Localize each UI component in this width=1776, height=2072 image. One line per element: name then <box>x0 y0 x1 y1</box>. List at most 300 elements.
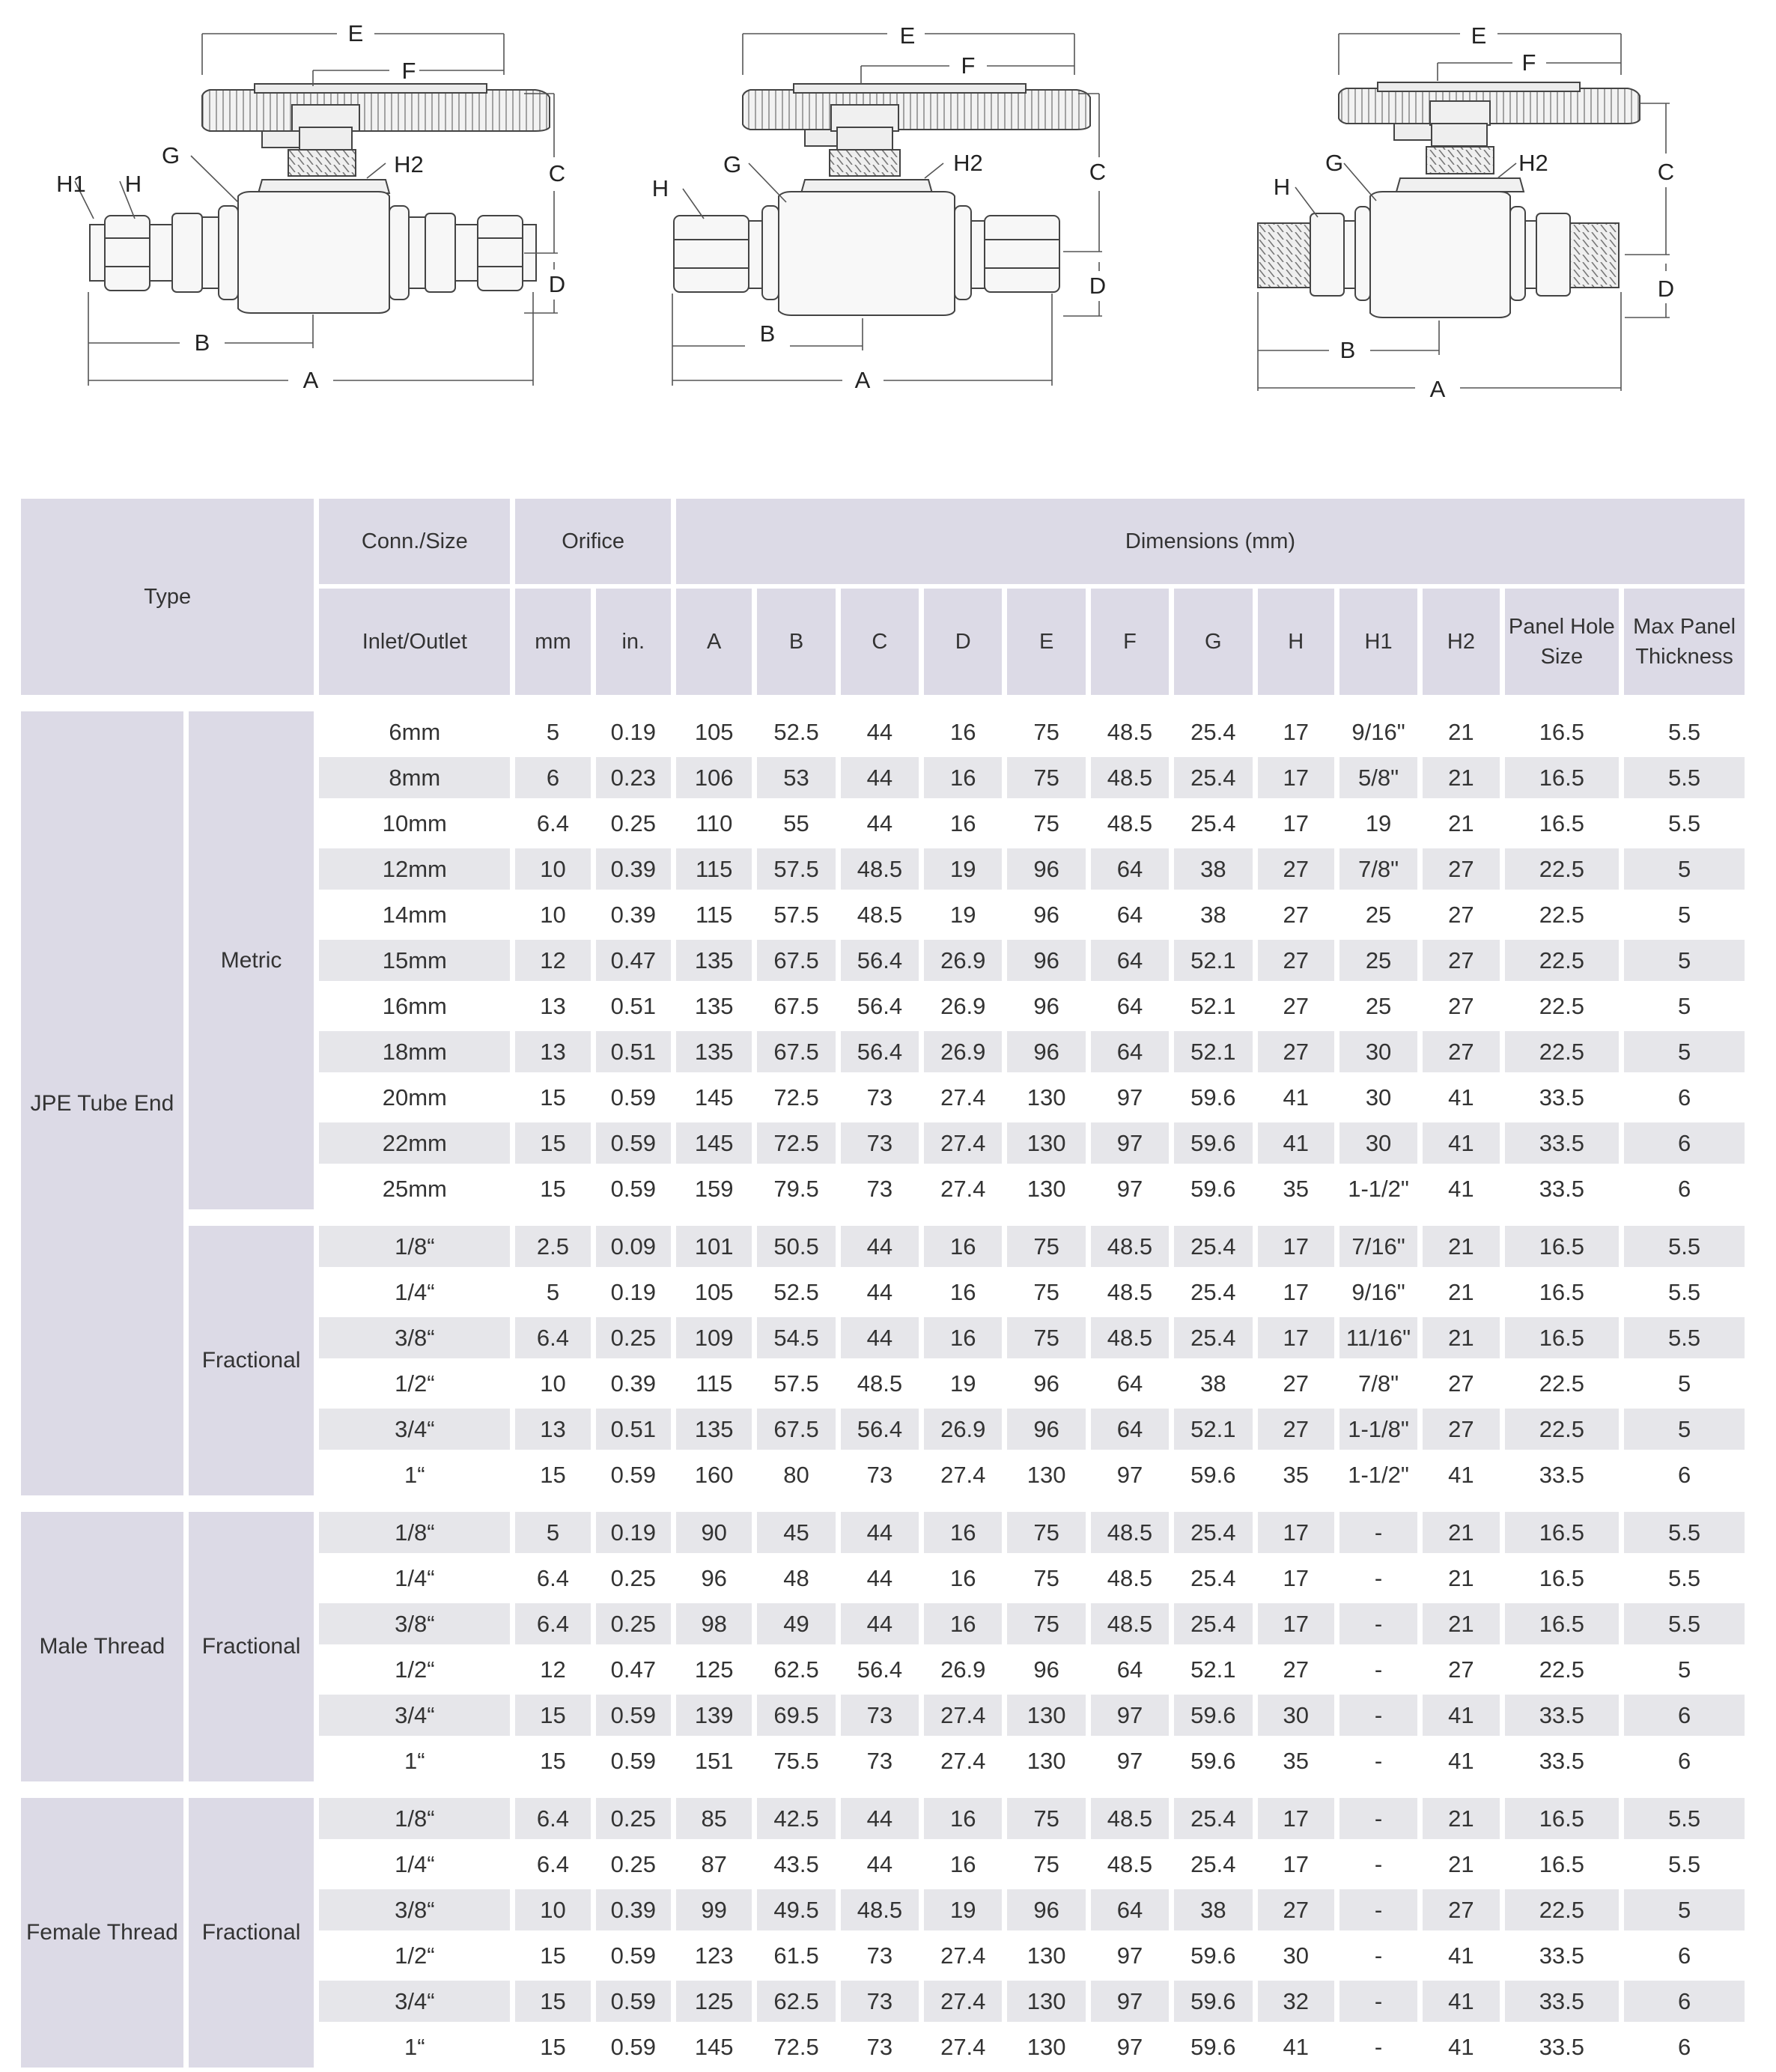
table-cell: 27 <box>1283 1370 1309 1397</box>
table-cell: 96 <box>1007 1031 1085 1072</box>
table-cell: 25.4 <box>1190 1851 1236 1877</box>
type-cell: Male Thread <box>21 1512 183 1781</box>
subtype-cell: Metric <box>189 711 314 1209</box>
table-cell: 5 <box>1677 993 1691 1019</box>
label-g: G <box>1325 150 1344 176</box>
table-cell: 19 <box>924 1889 1002 1930</box>
table-cell: 59.6 <box>1190 2034 1236 2060</box>
table-cell: 27 <box>1448 1656 1474 1683</box>
table-cell: 85 <box>676 1798 752 1839</box>
table-cell: 7/16" <box>1339 1226 1417 1267</box>
table-cell: 56.4 <box>841 1031 919 1072</box>
table-cell: 1-1/8" <box>1339 1409 1417 1450</box>
table-cell: 41 <box>1283 2034 1309 2060</box>
table-cell: 13 <box>515 1409 590 1450</box>
table-cell: 130 <box>1007 1122 1085 1164</box>
table-cell: 0.25 <box>610 810 656 836</box>
table-cell: 20mm <box>382 1084 447 1111</box>
table-cell: 41 <box>1448 1748 1474 1774</box>
table-cell: 25 <box>1339 940 1417 981</box>
table-cell: 115 <box>676 848 752 890</box>
table-cell: 64 <box>1091 848 1169 890</box>
table-cell: 17 <box>1258 1798 1334 1839</box>
label-c: C <box>1657 159 1675 185</box>
table-cell: 38 <box>1200 902 1226 928</box>
table-cell: 21 <box>1423 1226 1499 1267</box>
table-cell: 32 <box>1258 1981 1334 2022</box>
table-cell: 6mm <box>389 719 441 745</box>
table-cell: 73 <box>841 1122 919 1164</box>
table-cell: 27 <box>1258 1409 1334 1450</box>
subtype-cell: Fractional <box>189 1798 314 2068</box>
header-type: Type <box>21 499 314 695</box>
table-cell: 73 <box>866 1176 893 1202</box>
table-cell: 0.59 <box>610 1176 656 1202</box>
table-cell: 1/8“ <box>319 1512 510 1553</box>
table-cell: 16.5 <box>1505 1512 1620 1553</box>
table-cell: 52.1 <box>1174 1409 1252 1450</box>
header-conn-size: Conn./Size <box>319 499 510 584</box>
table-cell: 19 <box>950 902 976 928</box>
table-cell: 73 <box>866 1462 893 1488</box>
table-cell: 1“ <box>404 2034 425 2060</box>
table-cell: 130 <box>1027 1176 1066 1202</box>
table-cell: 6 <box>1677 1942 1691 1969</box>
label-d: D <box>1089 273 1107 299</box>
table-cell: 75 <box>1033 1565 1059 1591</box>
table-cell: 10 <box>540 1370 566 1397</box>
table-cell: 21 <box>1423 1798 1499 1839</box>
type-cell: JPE Tube End <box>21 711 183 1495</box>
table-cell: 41 <box>1423 1695 1499 1736</box>
table-cell: 3/4“ <box>319 1409 510 1450</box>
header-col-c: C <box>841 589 919 695</box>
table-cell: 16 <box>924 1226 1002 1267</box>
table-cell: 6.4 <box>515 1798 590 1839</box>
table-cell: 10 <box>515 848 590 890</box>
table-cell: 106 <box>676 757 752 798</box>
label-g: G <box>723 151 742 177</box>
table-cell: 30 <box>1339 1031 1417 1072</box>
table-cell: 1/2“ <box>395 1370 435 1397</box>
diagram-male-thread <box>1258 82 1640 318</box>
table-cell: 135 <box>676 940 752 981</box>
table-cell: 48.5 <box>1091 1512 1169 1553</box>
table-cell: 19 <box>924 848 1002 890</box>
table-cell: 5 <box>1624 1889 1745 1930</box>
table-cell: 5.5 <box>1668 1851 1701 1877</box>
table-cell: 1“ <box>404 1748 425 1774</box>
table-body <box>21 699 1745 2068</box>
table-cell: 16 <box>950 810 976 836</box>
header-col-e: E <box>1007 589 1085 695</box>
table-cell: 3/8“ <box>319 1317 510 1358</box>
table-cell: 130 <box>1027 1748 1066 1774</box>
table-cell: 48.5 <box>841 1889 919 1930</box>
table-cell: 22.5 <box>1539 902 1585 928</box>
table-cell: 48.5 <box>1091 1603 1169 1644</box>
table-cell: - <box>1339 1512 1417 1553</box>
table-cell: 21 <box>1423 1317 1499 1358</box>
table-cell: 52.1 <box>1174 1031 1252 1072</box>
table-cell: 59.6 <box>1190 1084 1236 1111</box>
table-cell: 0.51 <box>610 993 656 1019</box>
table-cell: 44 <box>866 719 893 745</box>
table-cell: 48 <box>783 1565 809 1591</box>
table-cell: 130 <box>1027 1084 1066 1111</box>
table-cell: 33.5 <box>1539 1462 1585 1488</box>
table-cell: 30 <box>1283 1942 1309 1969</box>
table-cell: 73 <box>841 1695 919 1736</box>
table-cell: 48.5 <box>1107 810 1153 836</box>
label-b: B <box>1339 337 1356 363</box>
label-b: B <box>194 329 210 356</box>
table-cell: 5 <box>546 719 560 745</box>
table-cell: 12 <box>540 1656 566 1683</box>
table-cell: 6 <box>1677 1748 1691 1774</box>
table-cell: 6 <box>1624 1695 1745 1736</box>
table-cell: 33.5 <box>1505 1122 1620 1164</box>
table-cell: 17 <box>1258 1603 1334 1644</box>
label-a: A <box>1429 376 1446 402</box>
table-cell: 6.4 <box>536 810 569 836</box>
table-cell: 5 <box>1624 1409 1745 1450</box>
table-cell: 10mm <box>382 810 447 836</box>
table-cell: 130 <box>1007 1981 1085 2022</box>
table-cell: 115 <box>695 902 733 928</box>
table-cell: 27.4 <box>940 1462 986 1488</box>
table-cell: 151 <box>694 1748 734 1774</box>
table-cell: 5 <box>515 1512 590 1553</box>
table-cell: 22mm <box>319 1122 510 1164</box>
table-cell: 8mm <box>319 757 510 798</box>
header-mm: mm <box>515 589 590 695</box>
table-cell: 16mm <box>382 993 447 1019</box>
table-row <box>21 1512 1745 1553</box>
table-cell: 5.5 <box>1668 1279 1701 1305</box>
table-cell: 101 <box>676 1226 752 1267</box>
table-cell: - <box>1374 1942 1383 1969</box>
label-e: E <box>899 22 916 49</box>
table-cell: 56.4 <box>841 1409 919 1450</box>
table-cell: 97 <box>1091 1981 1169 2022</box>
table-cell: 56.4 <box>857 993 903 1019</box>
table-cell: 21 <box>1448 810 1474 836</box>
table-cell: 41 <box>1448 1176 1474 1202</box>
table-cell: 25 <box>1365 993 1392 1019</box>
table-cell: 7/8" <box>1339 848 1417 890</box>
table-cell: 48.5 <box>1107 1279 1153 1305</box>
table-cell: 0.39 <box>596 1889 671 1930</box>
table-cell: 9/16" <box>1351 719 1405 745</box>
label-h1: H1 <box>56 171 86 197</box>
table-cell: 97 <box>1091 1122 1169 1164</box>
table-cell: 145 <box>694 2034 734 2060</box>
table-cell: 59.6 <box>1190 1748 1236 1774</box>
table-cell: 96 <box>1007 1889 1085 1930</box>
label-b: B <box>759 320 776 347</box>
table-cell: 72.5 <box>773 2034 819 2060</box>
table-cell: - <box>1374 2034 1383 2060</box>
table-cell: 17 <box>1258 1512 1334 1553</box>
table-cell: 75 <box>1007 757 1085 798</box>
table-cell: 145 <box>676 1122 752 1164</box>
label-f: F <box>961 52 976 79</box>
table-cell: 45 <box>757 1512 835 1553</box>
table-cell: 75 <box>1033 1279 1059 1305</box>
dimensions-table <box>16 494 1750 2072</box>
table-cell: 5.5 <box>1624 1798 1745 1839</box>
label-a: A <box>854 367 871 393</box>
table-cell: 75.5 <box>773 1748 819 1774</box>
table-cell: 22.5 <box>1539 1370 1585 1397</box>
table-cell: 22.5 <box>1539 1656 1585 1683</box>
table-cell: 41 <box>1258 1122 1334 1164</box>
table-cell: 11/16" <box>1339 1317 1417 1358</box>
table-cell: - <box>1374 1656 1383 1683</box>
table-cell: 0.19 <box>610 719 656 745</box>
header-col-g: G <box>1174 589 1252 695</box>
label-e: E <box>347 20 364 46</box>
table-cell: 25.4 <box>1174 1317 1252 1358</box>
table-cell: 44 <box>866 1279 893 1305</box>
table-cell: 52.1 <box>1190 993 1236 1019</box>
table-cell: 1-1/2" <box>1348 1176 1409 1202</box>
table-cell: 16 <box>924 1512 1002 1553</box>
table-cell: 25.4 <box>1190 1279 1236 1305</box>
table-cell: 87 <box>701 1851 727 1877</box>
table-cell: 27.4 <box>924 1122 1002 1164</box>
table-cell: 5 <box>1677 902 1691 928</box>
diagram-female-thread <box>674 84 1090 315</box>
table-cell: 0.51 <box>596 1031 671 1072</box>
table-cell: 97 <box>1116 1748 1143 1774</box>
table-cell: 64 <box>1116 993 1143 1019</box>
table-cell: 52.1 <box>1174 940 1252 981</box>
table-cell: 110 <box>695 810 733 836</box>
table-cell: 79.5 <box>773 1176 819 1202</box>
table-cell: 73 <box>841 1981 919 2022</box>
table-cell: 48.5 <box>857 1370 903 1397</box>
table-cell: 16 <box>950 1565 976 1591</box>
table-cell: 3/8“ <box>319 1603 510 1644</box>
table-cell: 27 <box>1423 1409 1499 1450</box>
table-cell: 30 <box>1258 1695 1334 1736</box>
table-cell: 73 <box>866 1084 893 1111</box>
table-cell: 96 <box>1033 902 1059 928</box>
table-cell: 41 <box>1448 1942 1474 1969</box>
table-cell: 50.5 <box>757 1226 835 1267</box>
table-cell: 26.9 <box>924 940 1002 981</box>
table-cell: 49 <box>757 1603 835 1644</box>
table-cell: 130 <box>1027 1942 1066 1969</box>
table-cell: 5 <box>546 1279 560 1305</box>
table-cell: 6.4 <box>536 1565 569 1591</box>
table-cell: 67.5 <box>757 1409 835 1450</box>
table-cell: 90 <box>676 1512 752 1553</box>
table-cell: 0.47 <box>610 1656 656 1683</box>
header-inlet-outlet: Inlet/Outlet <box>319 589 510 695</box>
table-cell: 3/8“ <box>319 1889 510 1930</box>
table-cell: 0.51 <box>596 1409 671 1450</box>
table-cell: 27 <box>1283 993 1309 1019</box>
table-cell: 30 <box>1339 1122 1417 1164</box>
label-h2: H2 <box>394 151 424 177</box>
subtype-cell: Fractional <box>189 1512 314 1781</box>
group-spacer <box>21 1500 1745 1507</box>
table-cell: 5.5 <box>1624 1226 1745 1267</box>
table-cell: 57.5 <box>757 848 835 890</box>
table-cell: 33.5 <box>1539 2034 1585 2060</box>
table-cell: 6 <box>1677 2034 1691 2060</box>
table-cell: 59.6 <box>1174 1695 1252 1736</box>
table-cell: 16.5 <box>1505 1226 1620 1267</box>
table-cell: 18mm <box>319 1031 510 1072</box>
table-cell: 5.5 <box>1668 810 1701 836</box>
table-cell: 22.5 <box>1539 993 1585 1019</box>
table-cell: 5.5 <box>1668 1565 1701 1591</box>
table-cell: 27 <box>1448 1370 1474 1397</box>
table-cell: - <box>1339 1603 1417 1644</box>
table-cell: 35 <box>1283 1748 1309 1774</box>
table-cell: 5 <box>1624 848 1745 890</box>
table-cell: 27 <box>1283 902 1309 928</box>
table-cell: 0.39 <box>610 1370 656 1397</box>
table-cell: 1/8“ <box>319 1798 510 1839</box>
table-cell: 64 <box>1116 1370 1143 1397</box>
table-cell: 44 <box>841 1603 919 1644</box>
table-cell: 16 <box>924 757 1002 798</box>
table-cell: 13 <box>540 993 566 1019</box>
table-cell: 145 <box>694 1084 734 1111</box>
table-cell: 62.5 <box>757 1981 835 2022</box>
table-cell: 59.6 <box>1174 1981 1252 2022</box>
table-cell: 5.5 <box>1624 1512 1745 1553</box>
header-in: in. <box>596 589 671 695</box>
table-cell: 25mm <box>382 1176 447 1202</box>
table-cell: 17 <box>1283 1279 1309 1305</box>
table-cell: 96 <box>1007 1409 1085 1450</box>
table-cell: 0.23 <box>596 757 671 798</box>
table-cell: 48.5 <box>857 902 903 928</box>
table-cell: 130 <box>1027 2034 1066 2060</box>
table-cell: 22.5 <box>1505 1889 1620 1930</box>
table-cell: 5.5 <box>1624 1603 1745 1644</box>
table-cell: 96 <box>1033 993 1059 1019</box>
table-cell: 6 <box>515 757 590 798</box>
table-cell: 5.5 <box>1668 719 1701 745</box>
table-cell: 0.19 <box>596 1512 671 1553</box>
table-cell: 56.4 <box>857 1656 903 1683</box>
table-cell: 53 <box>757 757 835 798</box>
table-cell: 15 <box>540 1942 566 1969</box>
label-h: H <box>651 175 669 201</box>
group-spacer <box>21 699 1745 707</box>
table-cell: 75 <box>1007 1798 1085 1839</box>
table-cell: 27.4 <box>940 1084 986 1111</box>
table-cell: 1/4“ <box>395 1851 435 1877</box>
table-cell: 0.59 <box>610 1748 656 1774</box>
table-cell: 3/4“ <box>319 1695 510 1736</box>
label-d: D <box>548 271 566 297</box>
table-cell: 16.5 <box>1539 1851 1585 1877</box>
table-cell: 6 <box>1677 1084 1691 1111</box>
table-cell: 97 <box>1116 2034 1143 2060</box>
table-cell: 64 <box>1091 940 1169 981</box>
table-cell: 59.6 <box>1190 1176 1236 1202</box>
label-f: F <box>401 58 416 84</box>
table-cell: 54.5 <box>757 1317 835 1358</box>
table-cell: 21 <box>1448 719 1474 745</box>
table-cell: 33.5 <box>1539 1176 1585 1202</box>
table-cell: 17 <box>1283 810 1309 836</box>
table-cell: 52.5 <box>773 1279 819 1305</box>
table-cell: 61.5 <box>773 1942 819 1969</box>
table-cell: 27 <box>1448 902 1474 928</box>
table-cell: 97 <box>1091 1695 1169 1736</box>
table-cell: 41 <box>1423 1122 1499 1164</box>
table-cell: 12mm <box>319 848 510 890</box>
valve-dimension-drawings <box>0 0 1776 464</box>
label-a: A <box>302 367 319 393</box>
table-cell: 33.5 <box>1505 1981 1620 2022</box>
label-c: C <box>548 160 566 186</box>
table-cell: 27.4 <box>924 1981 1002 2022</box>
table-cell: - <box>1374 1851 1383 1877</box>
table-cell: 1“ <box>404 1462 425 1488</box>
label-f: F <box>1521 49 1536 76</box>
table-cell: 139 <box>676 1695 752 1736</box>
table-cell: 0.59 <box>596 1695 671 1736</box>
table-cell: 27.4 <box>924 1695 1002 1736</box>
table-cell: 62.5 <box>773 1656 819 1683</box>
table-cell: 73 <box>866 1942 893 1969</box>
table-cell: 64 <box>1091 1889 1169 1930</box>
table-cell: 21 <box>1423 1512 1499 1553</box>
table-cell: 33.5 <box>1539 1748 1585 1774</box>
table-cell: 97 <box>1116 1462 1143 1488</box>
table-cell: 2.5 <box>515 1226 590 1267</box>
label-h2: H2 <box>1518 150 1548 176</box>
table-cell: 1/4“ <box>395 1279 435 1305</box>
table-cell: 14mm <box>382 902 447 928</box>
table-cell: 15 <box>515 1981 590 2022</box>
table-cell: 135 <box>676 1409 752 1450</box>
table-cell: 21 <box>1448 1565 1474 1591</box>
table-cell: 48.5 <box>1091 1317 1169 1358</box>
table-cell: 96 <box>1007 940 1085 981</box>
table-cell: 27 <box>1423 848 1499 890</box>
table-cell: 43.5 <box>773 1851 819 1877</box>
table-cell: 27 <box>1258 1889 1334 1930</box>
table-cell: 5 <box>1677 1656 1691 1683</box>
table-cell: 1/4“ <box>395 1565 435 1591</box>
header-panel-hole-size: Panel Hole Size <box>1505 589 1620 695</box>
table-cell: 38 <box>1174 848 1252 890</box>
table-cell: 15 <box>540 2034 566 2060</box>
table-cell: 27 <box>1283 1656 1309 1683</box>
table-cell: 5/8" <box>1339 757 1417 798</box>
table-cell: 115 <box>695 1370 733 1397</box>
table-cell: 6 <box>1677 1462 1691 1488</box>
table-cell: 0.59 <box>610 1462 656 1488</box>
table-cell: 16 <box>950 719 976 745</box>
table-cell: 72.5 <box>773 1084 819 1111</box>
table-cell: 5 <box>1624 940 1745 981</box>
table-cell: 26.9 <box>940 1656 986 1683</box>
table-cell: 38 <box>1200 1370 1226 1397</box>
table-cell: 59.6 <box>1190 1462 1236 1488</box>
